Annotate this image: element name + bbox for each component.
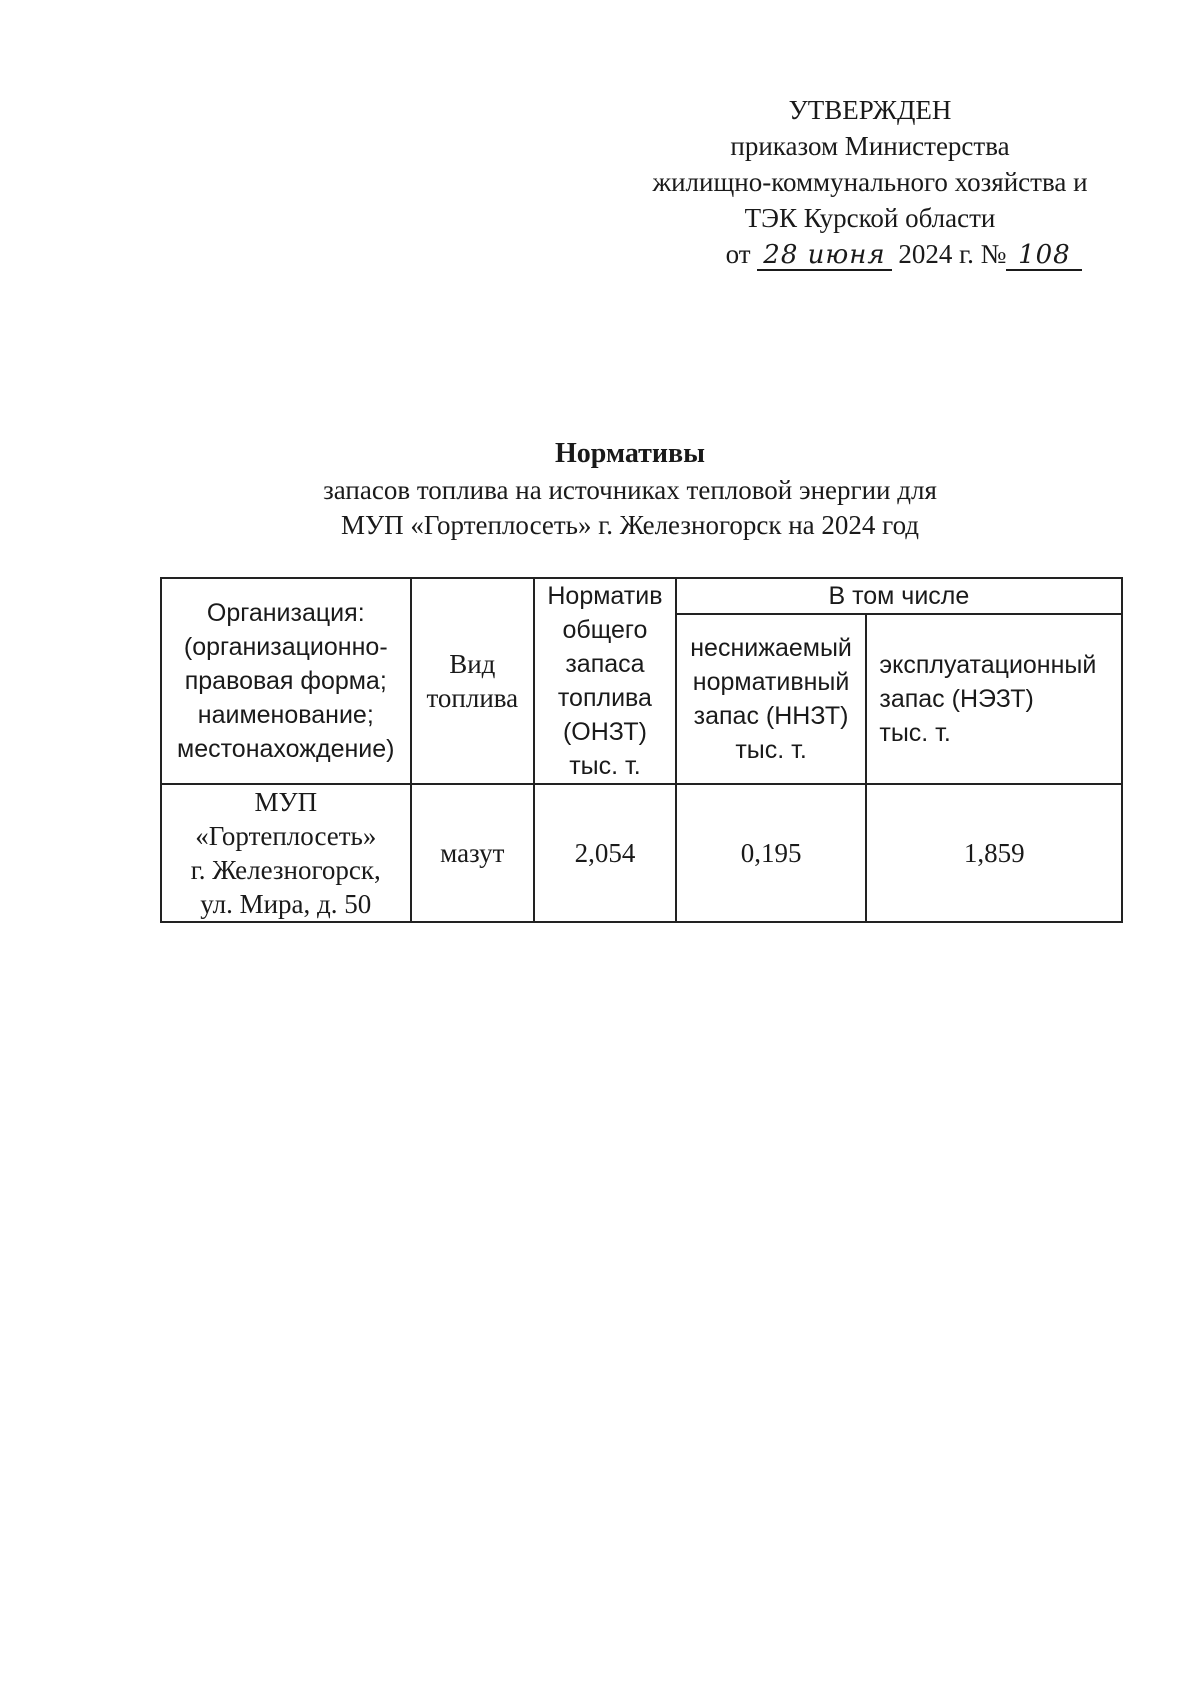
approval-heading: УТВЕРЖДЕН xyxy=(788,95,952,125)
approval-line-3: ТЭК Курской области xyxy=(744,203,996,233)
table-row xyxy=(161,784,1122,922)
year-text: 2024 г. № xyxy=(898,239,1007,269)
header-including: В том числе xyxy=(676,578,1122,614)
norms-table xyxy=(160,577,1123,923)
cell-nezt: 1,859 xyxy=(866,784,1122,922)
header-nezt: эксплуатационный запас (НЭЗТ) тыс. т. xyxy=(866,614,1122,784)
approval-line-2: жилищно-коммунального хозяйства и xyxy=(652,167,1088,197)
document-title: Нормативы xyxy=(555,438,705,469)
date-prefix: от xyxy=(725,239,751,269)
document-subtitle-1: запасов топлива на источниках тепловой энергии для xyxy=(323,475,937,505)
header-fuel-type: Вид топлива xyxy=(411,578,535,784)
handwritten-date: 28 июня xyxy=(757,241,891,271)
header-organization: Организация: (организационно- правовая форма; наименование; местонахождение) xyxy=(161,578,411,784)
cell-total-norm: 2,054 xyxy=(534,784,676,922)
approval-block xyxy=(600,92,1140,272)
cell-fuel-type: мазут xyxy=(411,784,535,922)
cell-nnzt: 0,195 xyxy=(676,784,867,922)
approval-line-1: приказом Министерства xyxy=(730,131,1010,161)
document-subtitle-2: МУП «Гортеплосеть» г. Железногорск на 2024 год xyxy=(340,510,920,540)
header-total-norm: Норматив общего запаса топлива (ОНЗТ) тыс. т. xyxy=(534,578,676,784)
title-block xyxy=(0,436,1200,543)
approval-date-line xyxy=(726,236,1083,272)
cell-organization: МУП «Гортеплосеть» г. Железногорск, ул. Мира, д. 50 xyxy=(161,784,411,922)
handwritten-order-number: 108 xyxy=(1006,241,1082,271)
table-header-row-1 xyxy=(161,578,1122,614)
header-nnzt: неснижаемый нормативный запас (ННЗТ) тыс. т. xyxy=(676,614,867,784)
